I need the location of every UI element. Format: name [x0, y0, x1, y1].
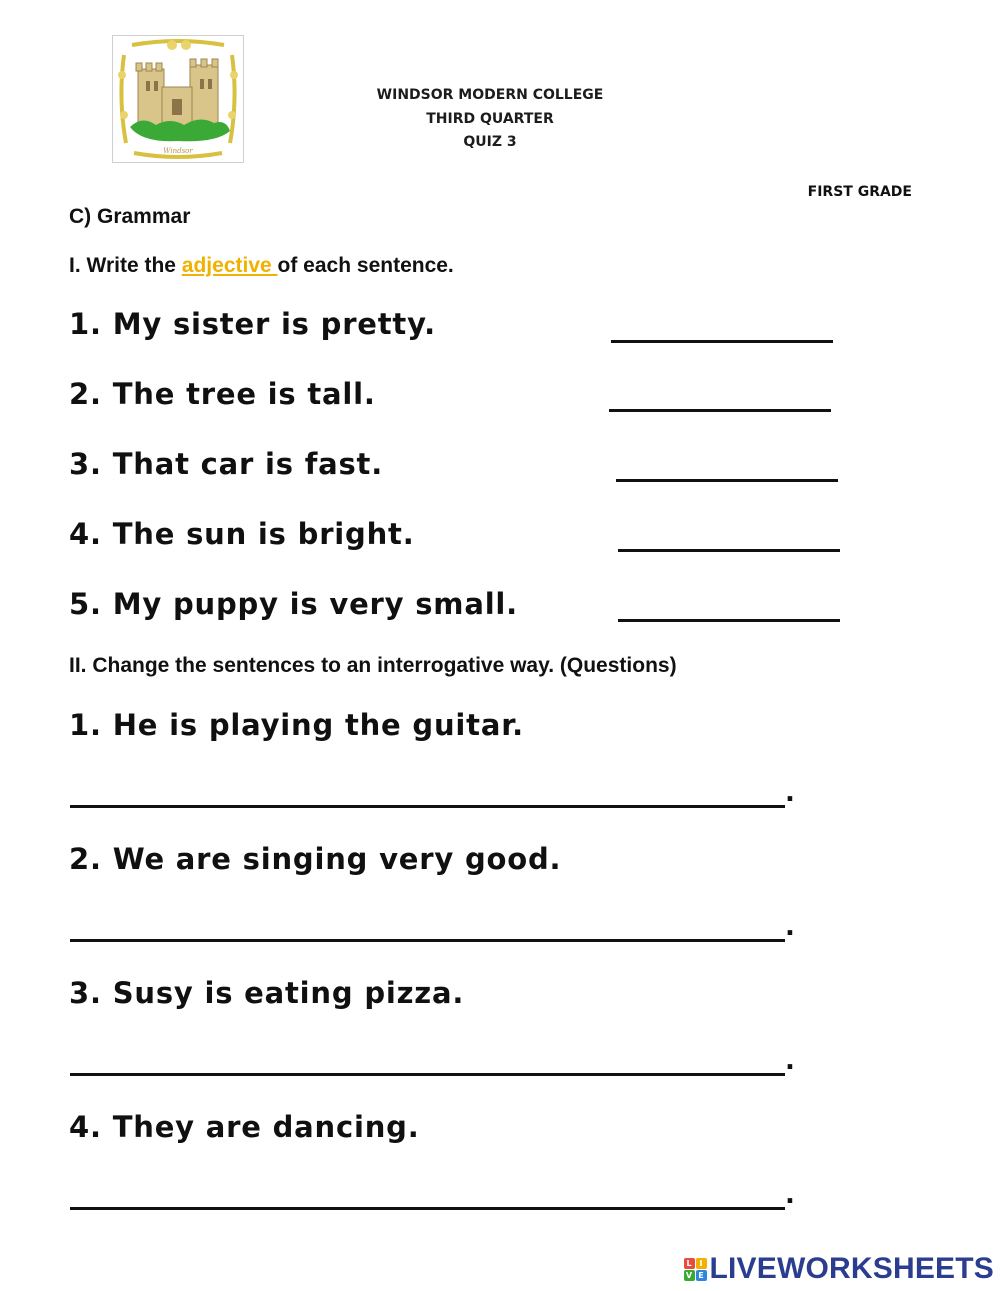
answer-blank-1[interactable]: [611, 340, 833, 343]
answer-end-dot-4: .: [785, 1180, 795, 1210]
brand-name: LIVEWORKSHEETS: [709, 1252, 994, 1285]
question-sentence-2: 2. We are singing very good.: [69, 842, 562, 876]
liveworksheets-logo-icon: [684, 1258, 707, 1281]
answer-line-2[interactable]: [70, 939, 785, 942]
grade-label: FIRST GRADE: [807, 184, 912, 200]
part1-keyword: adjective: [181, 254, 278, 277]
adjective-sentence-1: 1. My sister is pretty.: [69, 307, 436, 341]
part2-instruction: II. Change the sentences to an interrogative way. (Questions): [69, 654, 677, 677]
adjective-sentence-3: 3. That car is fast.: [69, 447, 384, 481]
answer-end-dot-2: .: [785, 912, 795, 942]
answer-blank-2[interactable]: [609, 409, 831, 412]
liveworksheets-brand: [684, 1252, 995, 1286]
school-logo: [112, 35, 244, 163]
answer-line-4[interactable]: [70, 1207, 785, 1210]
adjective-sentence-4: 4. The sun is bright.: [69, 517, 415, 551]
section-title: C) Grammar: [69, 205, 191, 228]
question-sentence-4: 4. They are dancing.: [69, 1110, 420, 1144]
answer-end-dot-3: .: [785, 1046, 795, 1076]
answer-blank-5[interactable]: [618, 619, 840, 622]
svg-text:Windsor: Windsor: [163, 147, 193, 155]
part1-instruction-after: of each sentence.: [277, 254, 454, 277]
answer-end-dot-1: .: [785, 778, 795, 808]
quarter-label: THIRD QUARTER: [426, 111, 554, 127]
quiz-label: QUIZ 3: [463, 134, 517, 150]
school-name: WINDSOR MODERN COLLEGE: [376, 87, 604, 103]
logo-letter-e: E: [696, 1270, 707, 1281]
adjective-sentence-2: 2. The tree is tall.: [69, 377, 376, 411]
part1-instruction: [69, 254, 454, 278]
question-sentence-1: 1. He is playing the guitar.: [69, 708, 524, 742]
answer-line-3[interactable]: [70, 1073, 785, 1076]
adjective-sentence-5: 5. My puppy is very small.: [69, 587, 518, 621]
logo-letter-l: L: [684, 1258, 695, 1269]
part1-instruction-before: I. Write the: [69, 254, 182, 277]
logo-letter-v: V: [684, 1270, 695, 1281]
logo-letter-i: I: [696, 1258, 707, 1269]
answer-blank-4[interactable]: [618, 549, 840, 552]
question-sentence-3: 3. Susy is eating pizza.: [69, 976, 465, 1010]
answer-line-1[interactable]: [70, 805, 785, 808]
answer-blank-3[interactable]: [616, 479, 838, 482]
